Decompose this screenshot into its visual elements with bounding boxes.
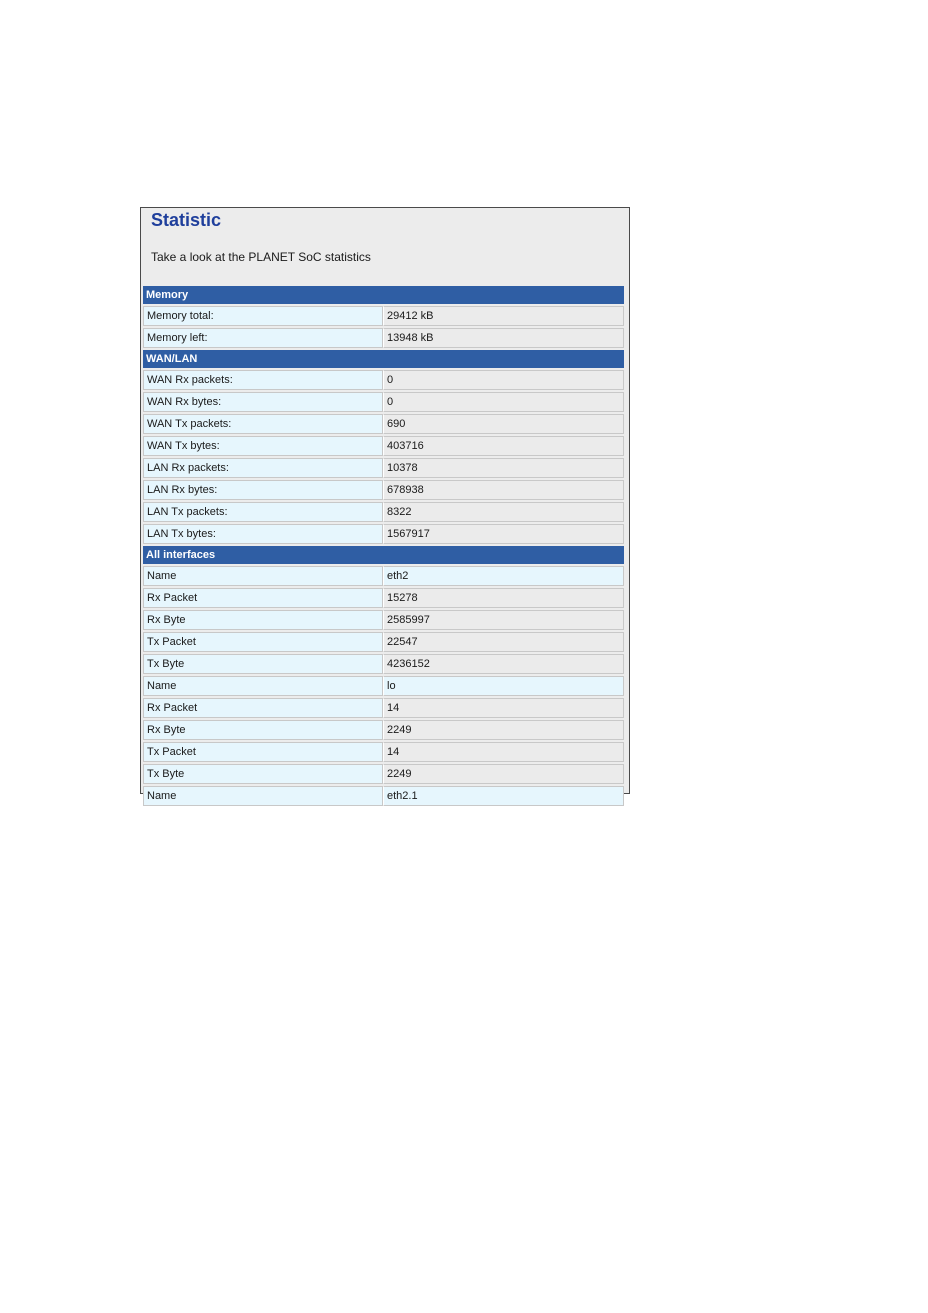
table-row <box>143 502 624 522</box>
table-row <box>143 720 624 740</box>
stat-value: 690 <box>383 414 624 434</box>
stat-value: 678938 <box>383 480 624 500</box>
stat-label: Rx Byte <box>143 610 383 630</box>
page-subtitle: Take a look at the PLANET SoC statistics <box>151 250 371 264</box>
table-row <box>143 392 624 412</box>
table-row <box>143 370 624 390</box>
stat-value: 15278 <box>383 588 624 608</box>
page-title: Statistic <box>151 210 222 230</box>
stat-label: LAN Tx bytes: <box>143 524 383 544</box>
stat-value: 22547 <box>383 632 624 652</box>
stat-label: LAN Rx bytes: <box>143 480 383 500</box>
table-row <box>143 632 624 652</box>
table-row <box>143 742 624 762</box>
table-row <box>143 764 624 784</box>
stat-label: WAN Rx packets: <box>143 370 383 390</box>
memory-section-header <box>143 286 624 304</box>
table-row <box>143 458 624 478</box>
stat-value: 403716 <box>383 436 624 456</box>
section-title: WAN/LAN <box>143 350 624 368</box>
statistics-table <box>143 284 624 808</box>
stat-value: 14 <box>383 742 624 762</box>
stat-label: Tx Byte <box>143 654 383 674</box>
stat-value: 0 <box>383 370 624 390</box>
table-row <box>143 654 624 674</box>
stat-label: WAN Rx bytes: <box>143 392 383 412</box>
table-row <box>143 436 624 456</box>
stat-label: LAN Rx packets: <box>143 458 383 478</box>
stat-label: Memory total: <box>143 306 383 326</box>
table-row <box>143 414 624 434</box>
stat-value: 2585997 <box>383 610 624 630</box>
stat-value: 14 <box>383 698 624 718</box>
stat-label: WAN Tx bytes: <box>143 436 383 456</box>
stat-value: 10378 <box>383 458 624 478</box>
stat-label: Memory left: <box>143 328 383 348</box>
table-row <box>143 588 624 608</box>
stat-label: Name <box>143 676 383 696</box>
stat-value: 0 <box>383 392 624 412</box>
stat-value: 29412 kB <box>383 306 624 326</box>
stat-value: 2249 <box>383 720 624 740</box>
stat-label: LAN Tx packets: <box>143 502 383 522</box>
stat-value: 4236152 <box>383 654 624 674</box>
stat-label: Name <box>143 786 383 806</box>
interface-name-row <box>143 566 624 586</box>
stat-value: lo <box>383 676 624 696</box>
section-title: All interfaces <box>143 546 624 564</box>
interface-name-row <box>143 676 624 696</box>
wanlan-section-header <box>143 350 624 368</box>
stat-label: Rx Packet <box>143 698 383 718</box>
stat-label: Tx Packet <box>143 742 383 762</box>
stat-value: 8322 <box>383 502 624 522</box>
stat-label: Tx Packet <box>143 632 383 652</box>
memory-total-row <box>143 306 624 326</box>
stat-label: Name <box>143 566 383 586</box>
memory-left-row <box>143 328 624 348</box>
statistic-panel <box>140 207 630 802</box>
section-title: Memory <box>143 286 624 304</box>
stat-label: Rx Packet <box>143 588 383 608</box>
stat-label: WAN Tx packets: <box>143 414 383 434</box>
stat-label: Rx Byte <box>143 720 383 740</box>
stat-label: Tx Byte <box>143 764 383 784</box>
stat-value: eth2 <box>383 566 624 586</box>
stat-value: 13948 kB <box>383 328 624 348</box>
all-interfaces-section-header <box>143 546 624 564</box>
table-row <box>143 610 624 630</box>
stat-value: 1567917 <box>383 524 624 544</box>
stat-value: eth2.1 <box>383 786 624 806</box>
table-row <box>143 480 624 500</box>
table-row <box>143 524 624 544</box>
stat-value: 2249 <box>383 764 624 784</box>
table-row <box>143 698 624 718</box>
interface-name-row <box>143 786 624 806</box>
